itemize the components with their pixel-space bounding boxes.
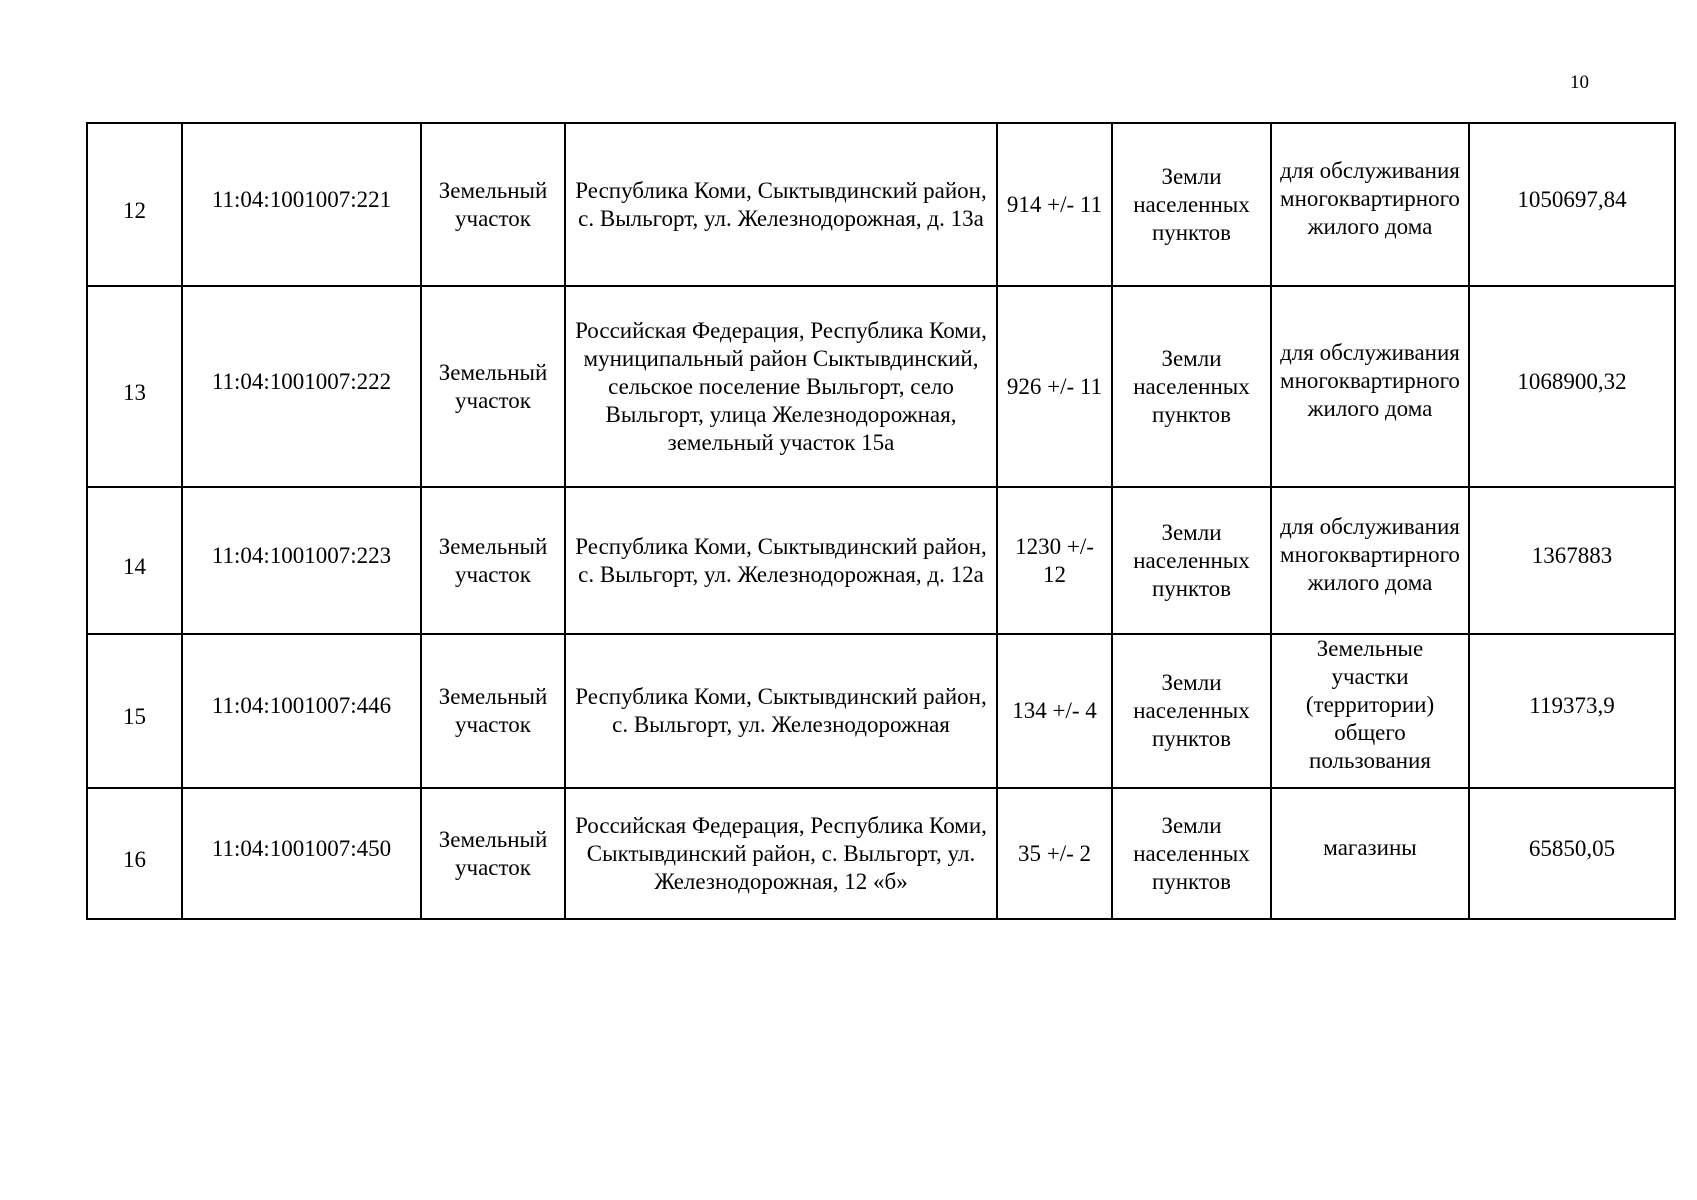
- cadastral-value: 65850,05: [1469, 788, 1675, 919]
- permitted-use: Земельные участки (территории) общего пользования: [1271, 634, 1469, 788]
- address: Республика Коми, Сыктывдинский район, с. Выльгорт, ул. Железнодорожная, д. 13а: [565, 123, 997, 286]
- row-number: 15: [87, 634, 182, 788]
- row-number: 16: [87, 788, 182, 919]
- table-row: [87, 788, 1675, 919]
- area: 1230 +/- 12: [997, 487, 1112, 634]
- cadastral-number: 11:04:1001007:446: [182, 634, 421, 788]
- cadastral-number: 11:04:1001007:450: [182, 788, 421, 919]
- area: 926 +/- 11: [997, 286, 1112, 487]
- cadastral-value: 119373,9: [1469, 634, 1675, 788]
- address: Республика Коми, Сыктывдинский район, с. Выльгорт, ул. Железнодорожная: [565, 634, 997, 788]
- cadastral-number: 11:04:1001007:221: [182, 123, 421, 286]
- object-type: Земельный участок: [421, 634, 565, 788]
- address: Российская Федерация, Республика Коми, муниципальный район Сыктывдинский, сельское поселение Выльгорт, село Выльгорт, улица Железнодорожная, земельный участок 15а: [565, 286, 997, 487]
- land-category: Земли населенных пунктов: [1112, 487, 1271, 634]
- object-type: Земельный участок: [421, 286, 565, 487]
- permitted-use: для обслуживания многоквартирного жилого дома: [1271, 286, 1469, 487]
- cadastral-number: 11:04:1001007:222: [182, 286, 421, 487]
- permitted-use: магазины: [1271, 788, 1469, 919]
- cadastral-value: 1068900,32: [1469, 286, 1675, 487]
- cadastral-value: 1367883: [1469, 487, 1675, 634]
- land-category: Земли населенных пунктов: [1112, 286, 1271, 487]
- row-number: 13: [87, 286, 182, 487]
- area: 134 +/- 4: [997, 634, 1112, 788]
- permitted-use: для обслуживания многоквартирного жилого дома: [1271, 123, 1469, 286]
- row-number: 14: [87, 487, 182, 634]
- cadastral-value: 1050697,84: [1469, 123, 1675, 286]
- land-category: Земли населенных пунктов: [1112, 634, 1271, 788]
- table-row: [87, 286, 1675, 487]
- object-type: Земельный участок: [421, 788, 565, 919]
- address: Российская Федерация, Республика Коми, Сыктывдинский район, с. Выльгорт, ул. Железнодорожная, 12 «б»: [565, 788, 997, 919]
- area: 914 +/- 11: [997, 123, 1112, 286]
- object-type: Земельный участок: [421, 487, 565, 634]
- table-row: [87, 487, 1675, 634]
- cadastral-number: 11:04:1001007:223: [182, 487, 421, 634]
- address: Республика Коми, Сыктывдинский район, с. Выльгорт, ул. Железнодорожная, д. 12а: [565, 487, 997, 634]
- object-type: Земельный участок: [421, 123, 565, 286]
- row-number: 12: [87, 123, 182, 286]
- land-plots-table: [86, 122, 1676, 920]
- table-row: [87, 634, 1675, 788]
- land-category: Земли населенных пунктов: [1112, 123, 1271, 286]
- permitted-use: для обслуживания многоквартирного жилого дома: [1271, 487, 1469, 634]
- page-number: 10: [1570, 72, 1589, 93]
- land-category: Земли населенных пунктов: [1112, 788, 1271, 919]
- area: 35 +/- 2: [997, 788, 1112, 919]
- table-row: [87, 123, 1675, 286]
